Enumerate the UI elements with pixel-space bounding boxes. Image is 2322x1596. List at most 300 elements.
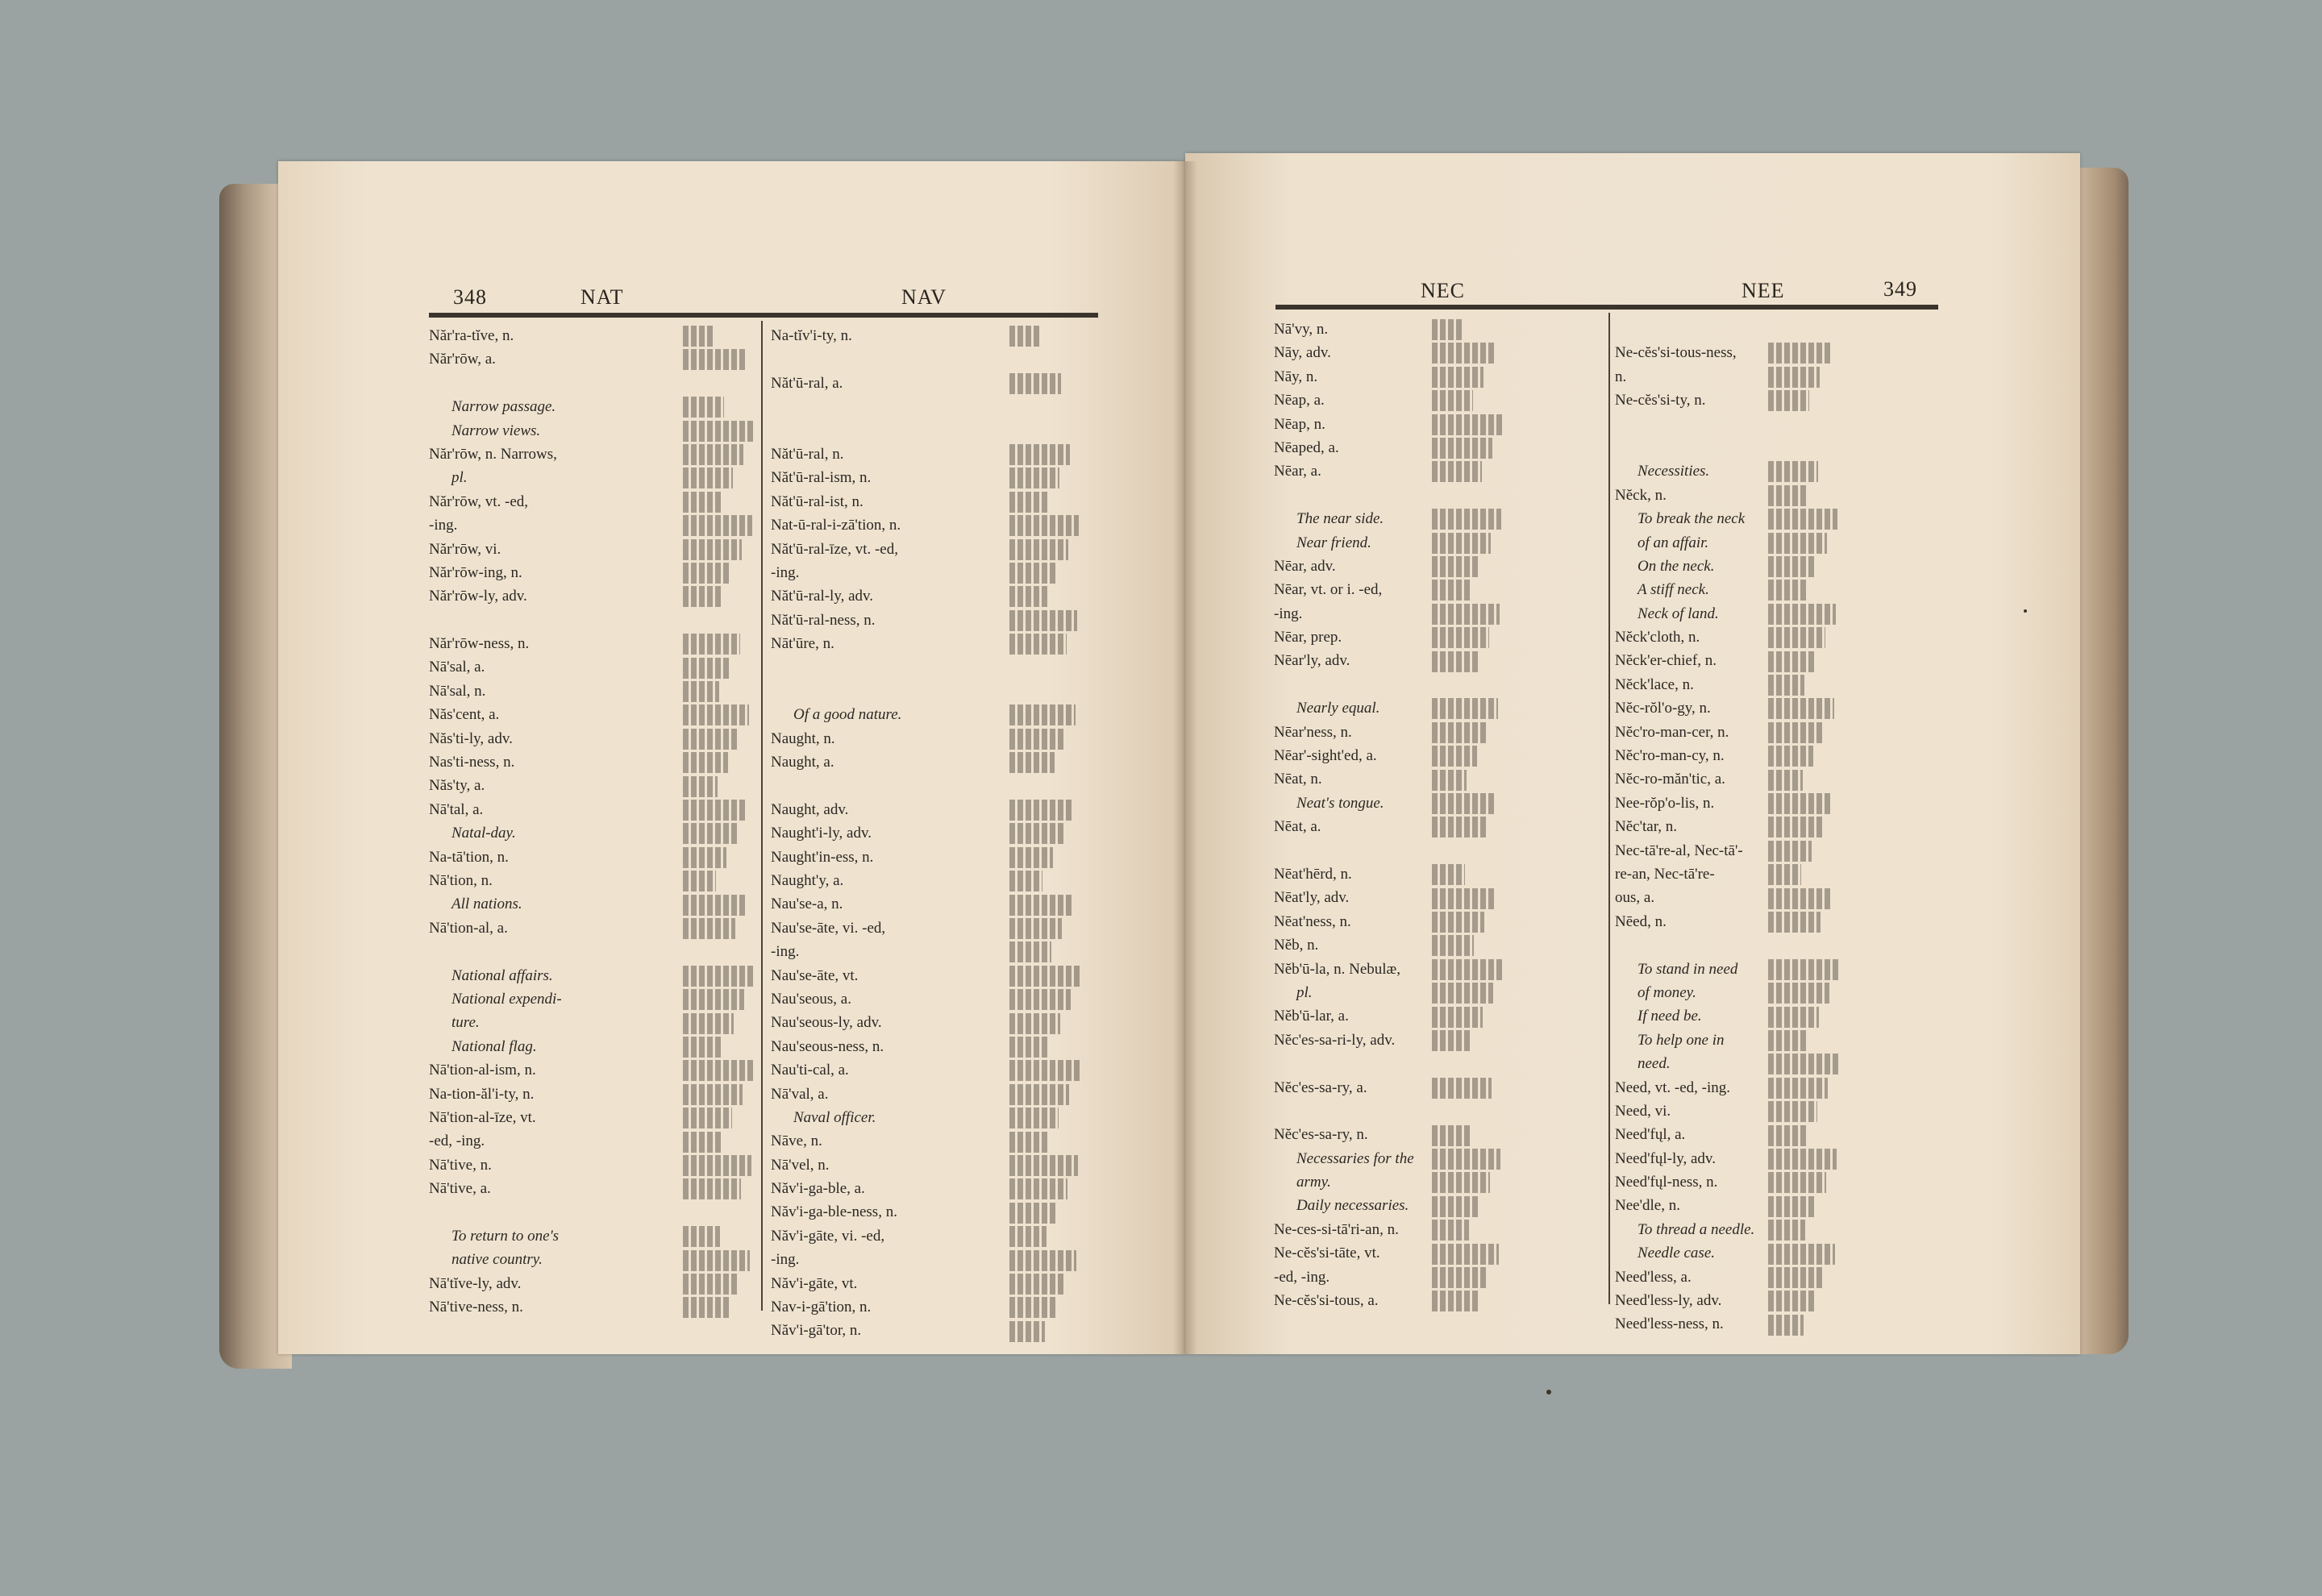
example-phrase: Narrow views. [452,422,541,439]
japanese-gloss-mark [1009,823,1063,844]
japanese-gloss-mark [683,847,726,868]
example-phrase: National expendi- [452,990,562,1008]
japanese-gloss-mark [1768,1220,1805,1241]
japanese-gloss-mark [1432,1196,1479,1217]
japanese-gloss-mark [1768,770,1803,791]
headword: Nēat, a. [1274,818,1321,836]
headword: Năr'rōw-ing, n. [429,563,522,581]
headword: Nāy, n. [1274,368,1318,385]
example-phrase: To return to one's [452,1227,560,1245]
example-phrase: of an affair. [1637,534,1709,551]
dictionary-entry [429,372,751,395]
japanese-gloss-mark [683,1226,720,1247]
headword: Nat-ū-ral-i-zā'tion, n. [771,517,901,534]
headword: Naught, adv. [771,800,849,818]
dictionary-entry [1274,1052,1600,1075]
japanese-gloss-mark [1432,722,1488,743]
dictionary-entry [1274,839,1600,862]
example-phrase: The near side. [1296,510,1384,528]
dictionary-entry [1615,413,1937,436]
japanese-gloss-mark [1009,515,1079,536]
japanese-gloss-mark [1009,326,1042,347]
japanese-gloss-mark [1768,367,1820,388]
japanese-gloss-mark [1009,871,1042,892]
headword: -ing. [771,943,800,961]
japanese-gloss-mark [1009,1274,1066,1295]
headword: Nā'tion-al, a. [429,919,508,937]
japanese-gloss-mark [1009,373,1061,394]
headword: Nĕc'es-sa-ri-ly, adv. [1274,1031,1396,1049]
headword: Nā'vel, n. [771,1156,830,1174]
japanese-gloss-mark [683,1084,743,1105]
japanese-gloss-mark [683,1132,722,1153]
headword: Nĕb'ū-lar, a. [1274,1008,1349,1025]
japanese-gloss-mark [1432,793,1496,814]
japanese-gloss-mark [1768,1030,1808,1051]
headword: Năs'ti-ly, adv. [429,729,513,747]
example-phrase: Natal-day. [452,825,516,842]
japanese-gloss-mark [1432,912,1484,933]
headword: Na-tĭv'i-ty, n. [771,327,852,344]
headword: Nec-tā're-al, Nec-tā'- [1615,842,1743,859]
japanese-gloss-mark [1768,746,1813,767]
headword: Naught, a. [771,754,834,771]
japanese-gloss-mark [683,918,735,939]
japanese-gloss-mark [1009,634,1067,655]
japanese-gloss-mark [1009,941,1051,962]
japanese-gloss-mark [683,966,755,987]
left-page-number: 348 [453,285,487,309]
dictionary-entry [771,324,1093,347]
japanese-gloss-mark [1768,651,1815,672]
headword: ous, a. [1615,889,1655,907]
dictionary-entry [429,940,751,963]
dictionary-entry [1274,484,1600,507]
headword: Năv'i-gā'tor, n. [771,1322,862,1340]
japanese-gloss-mark [1432,1125,1471,1146]
headword: -ed, -ing. [429,1133,485,1150]
headword: Nēat, n. [1274,771,1322,788]
headword: -ing. [429,517,458,534]
japanese-gloss-mark [1768,864,1801,885]
example-phrase: National flag. [452,1037,537,1055]
headword: Nĕc-ro-măn'tic, a. [1615,771,1725,788]
headword: Naught'in-ess, n. [771,848,874,866]
headword: Nĕb'ū-la, n. Nebulæ, [1274,960,1400,978]
japanese-gloss-mark [1432,580,1470,601]
example-phrase: Daily necessaries. [1296,1197,1409,1215]
dictionary-entry [771,655,1093,679]
headword: Naught'y, a. [771,871,844,889]
headword: Ne-cĕs'si-tāte, vt. [1274,1245,1380,1262]
example-phrase: Necessaries for the [1296,1149,1414,1167]
japanese-gloss-mark [1009,918,1062,939]
headword: Nēed, n. [1615,912,1667,930]
headword: Nau'seous-ness, n. [771,1037,884,1055]
japanese-gloss-mark [1009,1250,1076,1271]
japanese-gloss-mark [1768,390,1809,411]
japanese-gloss-mark [1768,343,1830,364]
headword: Nēap, n. [1274,415,1325,433]
japanese-gloss-mark [1432,509,1501,530]
dictionary-entry [771,347,1093,371]
japanese-gloss-mark [1432,770,1467,791]
example-phrase: To help one in [1637,1031,1725,1049]
japanese-gloss-mark [683,634,740,655]
example-phrase: Of a good nature. [793,706,902,724]
headword: Nēat'hērd, n. [1274,865,1352,883]
left-page-column-2 [771,324,1093,1343]
headword: Năr'rōw, vi. [429,540,501,558]
japanese-gloss-mark [1768,604,1836,625]
headword: Năr'rōw, n. Narrows, [429,445,557,463]
headword: Nā'tion-al-īze, vt. [429,1108,536,1126]
japanese-gloss-mark [683,515,752,536]
japanese-gloss-mark [1009,492,1049,513]
japanese-gloss-mark [1432,438,1492,459]
headword: -ing. [771,1251,800,1269]
japanese-gloss-mark [1009,468,1059,488]
japanese-gloss-mark [1432,1220,1469,1241]
japanese-gloss-mark [1768,1244,1835,1265]
japanese-gloss-mark [1009,1155,1078,1176]
japanese-gloss-mark [1009,895,1072,916]
japanese-gloss-mark [1432,367,1484,388]
japanese-gloss-mark [1009,444,1070,465]
japanese-gloss-mark [1009,1132,1048,1153]
japanese-gloss-mark [1009,1060,1080,1081]
headword: Nĕck'cloth, n. [1615,629,1700,646]
japanese-gloss-mark [1432,390,1473,411]
headword: Nā'tĭve-ly, adv. [429,1274,522,1292]
headword: Need'fųl-ness, n. [1615,1174,1718,1191]
japanese-gloss-mark [683,1297,729,1318]
japanese-gloss-mark [1432,817,1486,837]
japanese-gloss-mark [1009,1321,1045,1342]
japanese-gloss-mark [1768,959,1840,980]
japanese-gloss-mark [1768,817,1822,837]
japanese-gloss-mark [683,800,747,821]
dictionary-entry [1615,436,1937,459]
japanese-gloss-mark [683,1108,732,1128]
headword: Na-tion-ăl'i-ty, n. [429,1085,535,1103]
headword: Nēar'ly, adv. [1274,652,1350,670]
example-phrase: pl. [1296,983,1313,1001]
headword: Nĕc'tar, n. [1615,818,1678,836]
headword: -ing. [1274,605,1303,622]
headword: Need, vi. [1615,1102,1671,1120]
japanese-gloss-mark [1009,1037,1050,1058]
japanese-gloss-mark [683,349,745,370]
dictionary-entry [1615,933,1937,957]
japanese-gloss-mark [1768,556,1816,577]
japanese-gloss-mark [683,326,715,347]
japanese-gloss-mark [1432,888,1495,909]
japanese-gloss-mark [683,871,716,892]
japanese-gloss-mark [1009,1203,1057,1224]
headword: Nēat'ness, n. [1274,912,1351,930]
headword: Nēap, a. [1274,392,1325,409]
japanese-gloss-mark [1432,1149,1500,1170]
japanese-gloss-mark [1768,1267,1825,1288]
example-phrase: To break the neck [1637,510,1746,528]
japanese-gloss-mark [1768,698,1834,719]
right-guide-word-end: NEE [1742,279,1785,302]
headword: Nā'sal, n. [429,682,486,700]
headword: Need, vt. -ed, -ing. [1615,1079,1730,1096]
japanese-gloss-mark [1009,1226,1047,1247]
headword: Na-tā'tion, n. [429,848,509,866]
japanese-gloss-mark [683,989,744,1010]
japanese-gloss-mark [683,444,743,465]
example-phrase: of money. [1637,983,1696,1001]
book-gutter [1173,161,1197,1354]
left-guide-word-start: NAT [580,285,624,309]
example-phrase: To stand in need [1637,960,1738,978]
japanese-gloss-mark [1009,704,1076,725]
headword: Need'fųl-ly, adv. [1615,1149,1716,1167]
example-phrase: Naval officer. [793,1108,876,1126]
dictionary-entry [429,609,751,632]
japanese-gloss-mark [683,397,724,418]
japanese-gloss-mark [683,1060,753,1081]
headword: Nau'se-āte, vt. [771,966,859,984]
japanese-gloss-mark [1009,989,1071,1010]
dictionary-entry [771,869,1093,892]
headword: Năv'i-gāte, vi. -ed, [771,1227,885,1245]
headword: Nā'tal, a. [429,800,484,818]
japanese-gloss-mark [1432,556,1480,577]
japanese-gloss-mark [683,1250,750,1271]
dictionary-entry [429,1200,751,1224]
headword: Nā'tive, n. [429,1156,492,1174]
dictionary-entry [771,395,1093,418]
headword: Nēar, prep. [1274,629,1342,646]
dictionary-entry [1274,1099,1600,1123]
japanese-gloss-mark [1768,1101,1817,1122]
headword: Nas'ti-ness, n. [429,754,515,771]
japanese-gloss-mark [1009,1013,1060,1034]
japanese-gloss-mark [1009,1178,1067,1199]
japanese-gloss-mark [1768,580,1806,601]
japanese-gloss-mark [1432,414,1503,435]
japanese-gloss-mark [1768,627,1825,648]
japanese-gloss-mark [1009,966,1081,987]
japanese-gloss-mark [683,658,730,679]
japanese-gloss-mark [1432,461,1482,482]
japanese-gloss-mark [1768,509,1837,530]
headword: Nēar'ness, n. [1274,723,1352,741]
headword: -ed, -ing. [1274,1268,1330,1286]
japanese-gloss-mark [1009,1297,1055,1318]
japanese-gloss-mark [1768,793,1833,814]
headword: Nau'ti-cal, a. [771,1062,849,1079]
headword: Ne-ces-si-tā'ri-an, n. [1274,1220,1399,1238]
headword: Năr'rōw, vt. -ed, [429,493,529,510]
headword: Nāy, adv. [1274,344,1331,362]
japanese-gloss-mark [1009,800,1074,821]
japanese-gloss-mark [683,563,731,584]
headword: Nĕck'er-chief, n. [1615,652,1717,670]
japanese-gloss-mark [1009,539,1068,560]
headword: Năr'rōw-ness, n. [429,635,530,653]
headword: Ne-cĕs'si-ty, n. [1615,392,1706,409]
japanese-gloss-mark [683,895,746,916]
left-column-divider [761,321,763,1311]
headword: Nēaped, a. [1274,438,1339,456]
japanese-gloss-mark [1432,864,1465,885]
left-guide-word-end: NAV [901,285,947,309]
headword: Nau'seous-ly, adv. [771,1014,882,1032]
japanese-gloss-mark [1768,1315,1804,1336]
headword: Need'fųl, a. [1615,1126,1686,1144]
headword: Naught'i-ly, adv. [771,825,872,842]
example-phrase: If need be. [1637,1008,1702,1025]
japanese-gloss-mark [1009,847,1053,868]
headword: Nēar, adv. [1274,557,1336,575]
japanese-gloss-mark [1768,533,1827,554]
japanese-gloss-mark [683,1013,734,1034]
right-page-column-1 [1274,318,1600,1312]
example-phrase: On the neck. [1637,557,1715,575]
headword: Nāt'ūre, n. [771,635,834,653]
japanese-gloss-mark [683,823,737,844]
japanese-gloss-mark [683,704,749,725]
japanese-gloss-mark [1432,1291,1478,1311]
japanese-gloss-mark [683,421,754,442]
japanese-gloss-mark [1432,1007,1483,1028]
example-phrase: A stiff neck. [1637,581,1709,599]
headword: Naught, n. [771,729,835,747]
headword: Nĕc'es-sa-ry, a. [1274,1079,1367,1096]
japanese-gloss-mark [1432,935,1474,956]
right-column-divider [1608,313,1610,1304]
headword: Năr'ra-tĭve, n. [429,327,514,344]
japanese-gloss-mark [683,1178,741,1199]
japanese-gloss-mark [1432,343,1494,364]
headword: Năt'ū-ral-ly, adv. [771,588,874,605]
example-phrase: To thread a needle. [1637,1220,1755,1238]
japanese-gloss-mark [1432,627,1489,648]
headword: Nā'tion, n. [429,871,493,889]
headword: Năt'ū-ral-ism, n. [771,469,872,487]
headword: re-an, Nec-tā're- [1615,865,1715,883]
japanese-gloss-mark [1768,1054,1838,1074]
japanese-gloss-mark [1432,319,1464,340]
example-phrase: Necessities. [1637,463,1710,480]
japanese-gloss-mark [1768,722,1824,743]
japanese-gloss-mark [1009,610,1077,631]
print-speck [1546,1390,1551,1394]
headword: Nā'tive-ness, n. [429,1299,523,1316]
left-header-rule [429,313,1098,318]
headword: Ne-cĕs'si-tous-ness, [1615,344,1737,362]
japanese-gloss-mark [1768,1172,1826,1193]
japanese-gloss-mark [1768,1149,1837,1170]
right-guide-word-start: NEC [1421,279,1465,302]
headword: Năr'rōw, a. [429,351,496,368]
headword: Năv'i-ga-ble-ness, n. [771,1203,897,1221]
headword: Năv'i-ga-ble, a. [771,1180,865,1198]
headword: Nā'val, a. [771,1085,829,1103]
print-speck [2024,609,2027,613]
headword: Need'less-ly, adv. [1615,1292,1722,1310]
right-page-column-2 [1615,318,1937,1336]
japanese-gloss-mark [1768,841,1812,862]
japanese-gloss-mark [1432,651,1479,672]
japanese-gloss-mark [1768,888,1831,909]
japanese-gloss-mark [1768,1007,1819,1028]
headword: Nau'se-a, n. [771,896,843,913]
example-phrase: Needle case. [1637,1245,1716,1262]
japanese-gloss-mark [1768,461,1818,482]
japanese-gloss-mark [1432,746,1477,767]
headword: Nā'tive, a. [429,1180,491,1198]
japanese-gloss-mark [1432,959,1504,980]
headword: Năv'i-gāte, vt. [771,1274,858,1292]
headword: Need'less-ness, n. [1615,1315,1724,1333]
japanese-gloss-mark [1768,1291,1814,1311]
japanese-gloss-mark [1768,1196,1816,1217]
example-phrase: need. [1637,1055,1671,1073]
right-page-number: 349 [1883,277,1917,301]
headword: Năt'ū-ral-īze, vt. -ed, [771,540,898,558]
headword: Nĕc'es-sa-ry, n. [1274,1126,1368,1144]
japanese-gloss-mark [1009,729,1065,750]
dictionary-entry [771,419,1093,443]
japanese-gloss-mark [683,729,739,750]
japanese-gloss-mark [1768,485,1808,506]
example-phrase: ture. [452,1014,480,1032]
headword: Nēar, vt. or i. -ed, [1274,581,1383,599]
japanese-gloss-mark [683,492,722,513]
headword: Nĕb, n. [1274,937,1319,954]
headword: Need'less, a. [1615,1268,1692,1286]
dictionary-entry [771,680,1093,703]
example-phrase: National affairs. [452,966,553,984]
headword: Nāve, n. [771,1133,822,1150]
headword: Năt'ū-ral, a. [771,374,843,392]
japanese-gloss-mark [1432,1244,1499,1265]
japanese-gloss-mark [1009,1084,1069,1105]
japanese-gloss-mark [683,1155,751,1176]
headword: n. [1615,368,1627,385]
japanese-gloss-mark [1432,983,1493,1004]
example-phrase: pl. [452,469,468,487]
example-phrase: Nearly equal. [1296,700,1380,717]
headword: Nĕc'ro-man-cer, n. [1615,723,1729,741]
japanese-gloss-mark [1432,1172,1490,1193]
headword: Năt'ū-ral, n. [771,445,844,463]
japanese-gloss-mark [1432,1030,1472,1051]
japanese-gloss-mark [683,468,733,488]
japanese-gloss-mark [683,1274,739,1295]
example-phrase: Neat's tongue. [1296,794,1384,812]
example-phrase: native country. [452,1251,543,1269]
example-phrase: All nations. [452,896,522,913]
headword: -ing. [771,563,800,581]
headword: Nā'vy, n. [1274,321,1329,338]
japanese-gloss-mark [1009,1108,1059,1128]
headword: Nā'sal, a. [429,659,485,676]
japanese-gloss-mark [683,752,728,773]
headword: Nēar'-sight'ed, a. [1274,747,1377,765]
right-header-rule [1275,305,1938,310]
japanese-gloss-mark [683,586,721,607]
japanese-gloss-mark [1768,983,1829,1004]
headword: Năt'ū-ral-ist, n. [771,493,863,510]
headword: Nee-rŏp'o-lis, n. [1615,794,1715,812]
